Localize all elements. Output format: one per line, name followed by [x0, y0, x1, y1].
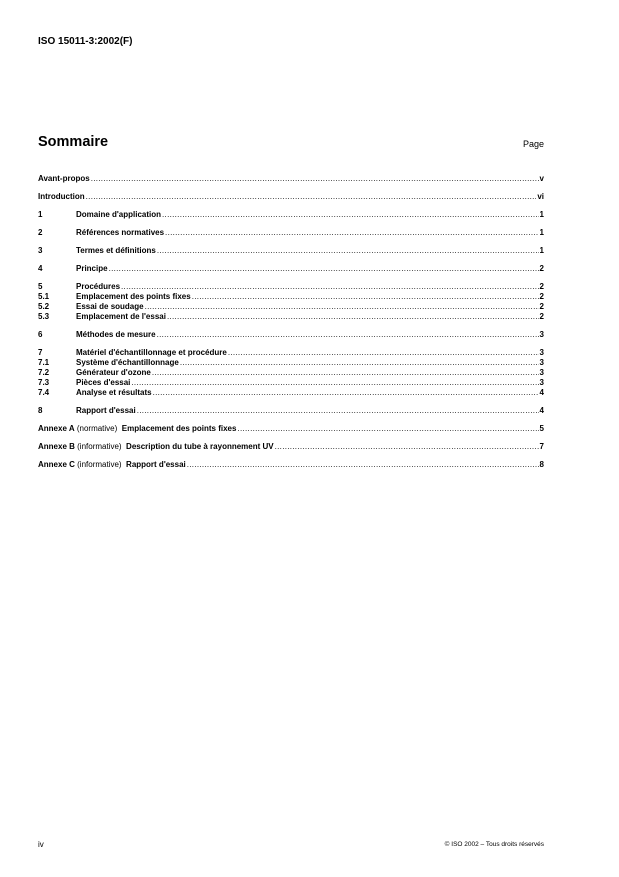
- toc-entry-6[interactable]: [38, 330, 544, 340]
- toc-entry-title: Générateur d'ozone: [76, 368, 151, 377]
- toc-entry-page: v: [539, 174, 544, 183]
- toc-entry-5-3[interactable]: [38, 312, 544, 322]
- toc-entry-5-2[interactable]: [38, 302, 544, 312]
- annex-label: Annexe B: [38, 442, 75, 451]
- toc-entry-title: Emplacement des points fixes: [121, 424, 237, 433]
- toc-entry-5-1[interactable]: [38, 292, 544, 302]
- toc-entry-title: Emplacement de l'essai: [76, 312, 166, 321]
- toc-entry-title: Essai de soudage: [76, 302, 144, 311]
- toc-entry-title: Analyse et résultats: [76, 388, 152, 397]
- toc-entry-number: 1: [38, 210, 43, 219]
- toc-entry-page: 3: [539, 330, 544, 339]
- toc-entry-title: Emplacement des points fixes: [76, 292, 191, 301]
- table-of-contents: [38, 174, 544, 470]
- toc-entry-7-4[interactable]: [38, 388, 544, 398]
- toc-entry-title: Description du tube à rayonnement UV: [126, 442, 274, 451]
- toc-entry-title: Matériel d'échantillonnage et procédure: [76, 348, 227, 357]
- toc-entry-page: 4: [539, 406, 544, 415]
- toc-entry-page: 4: [539, 388, 544, 397]
- toc-entry-5[interactable]: [38, 282, 544, 292]
- toc-entry-page: 1: [539, 228, 544, 237]
- toc-entry-7[interactable]: [38, 348, 544, 358]
- toc-entry-number: 7.4: [38, 388, 50, 397]
- page-title: Sommaire: [38, 134, 109, 150]
- toc-entry-annexe-c[interactable]: [38, 460, 544, 470]
- toc-entry-number: 4: [38, 264, 43, 273]
- toc-entry-number: 5.1: [38, 292, 50, 301]
- toc-entry-number: 3: [38, 246, 43, 255]
- toc-entry-title: Références normatives: [76, 228, 165, 237]
- toc-entry-title: Avant-propos: [38, 174, 90, 183]
- document-id: ISO 15011-3:2002(F): [38, 36, 133, 47]
- annex-type: (normative): [76, 424, 118, 433]
- toc-entry-page: 2: [539, 312, 544, 321]
- toc-entry-title: Principe: [76, 264, 108, 273]
- toc-entry-number: 2: [38, 228, 43, 237]
- toc-entry-7-1[interactable]: [38, 358, 544, 368]
- annex-label: Annexe C: [38, 460, 75, 469]
- toc-entry-annexe-a[interactable]: [38, 424, 544, 434]
- toc-entry-7-2[interactable]: [38, 368, 544, 378]
- toc-entry-4[interactable]: [38, 264, 544, 274]
- toc-entry-1[interactable]: [38, 210, 544, 220]
- toc-entry-title: Domaine d'application: [76, 210, 162, 219]
- toc-entry-title: Système d'échantillonnage: [76, 358, 179, 367]
- toc-entry-number: 8: [38, 406, 43, 415]
- footer-copyright: © ISO 2002 – Tous droits réservés: [444, 841, 544, 848]
- toc-entry-avant-propos[interactable]: [38, 174, 544, 184]
- toc-entry-2[interactable]: [38, 228, 544, 238]
- toc-entry-page: 1: [539, 246, 544, 255]
- annex-type: (informative): [77, 460, 122, 469]
- toc-entry-page: 1: [539, 210, 544, 219]
- toc-entry-number: 5: [38, 282, 43, 291]
- toc-entry-introduction[interactable]: [38, 192, 544, 202]
- toc-entry-page: 2: [539, 264, 544, 273]
- toc-entry-title: Méthodes de mesure: [76, 330, 156, 339]
- toc-entry-page: 3: [539, 358, 544, 367]
- toc-entry-annexe-b[interactable]: [38, 442, 544, 452]
- toc-entry-page: 2: [539, 292, 544, 301]
- toc-entry-title: Procédures: [76, 282, 121, 291]
- toc-entry-8[interactable]: [38, 406, 544, 416]
- toc-entry-number: 7.2: [38, 368, 50, 377]
- toc-entry-number: 7.1: [38, 358, 50, 367]
- toc-entry-title: Rapport d'essai: [126, 460, 186, 469]
- toc-entry-title: Termes et définitions: [76, 246, 156, 255]
- toc-entry-number: 5.2: [38, 302, 50, 311]
- toc-entry-title: Introduction: [38, 192, 85, 201]
- toc-entry-page: 5: [539, 424, 544, 433]
- toc-entry-number: 7.3: [38, 378, 50, 387]
- toc-entry-7-3[interactable]: [38, 378, 544, 388]
- toc-entry-page: 2: [539, 282, 544, 291]
- toc-entry-number: 7: [38, 348, 43, 357]
- toc-entry-title: Pièces d'essai: [76, 378, 131, 387]
- toc-entry-page: 3: [539, 348, 544, 357]
- toc-entry-page: 8: [539, 460, 544, 469]
- toc-entry-page: 3: [539, 368, 544, 377]
- footer-page-number: iv: [38, 840, 44, 849]
- annex-label: Annexe A: [38, 424, 75, 433]
- toc-entry-number: 5.3: [38, 312, 50, 321]
- toc-entry-page: 2: [539, 302, 544, 311]
- toc-entry-number: 6: [38, 330, 43, 339]
- annex-type: (informative): [77, 442, 122, 451]
- toc-entry-page: 3: [539, 378, 544, 387]
- page-column-label: Page: [522, 139, 544, 149]
- toc-entry-page: 7: [539, 442, 544, 451]
- toc-entry-title: Rapport d'essai: [76, 406, 136, 415]
- toc-entry-3[interactable]: [38, 246, 544, 256]
- toc-entry-page: vi: [537, 192, 544, 201]
